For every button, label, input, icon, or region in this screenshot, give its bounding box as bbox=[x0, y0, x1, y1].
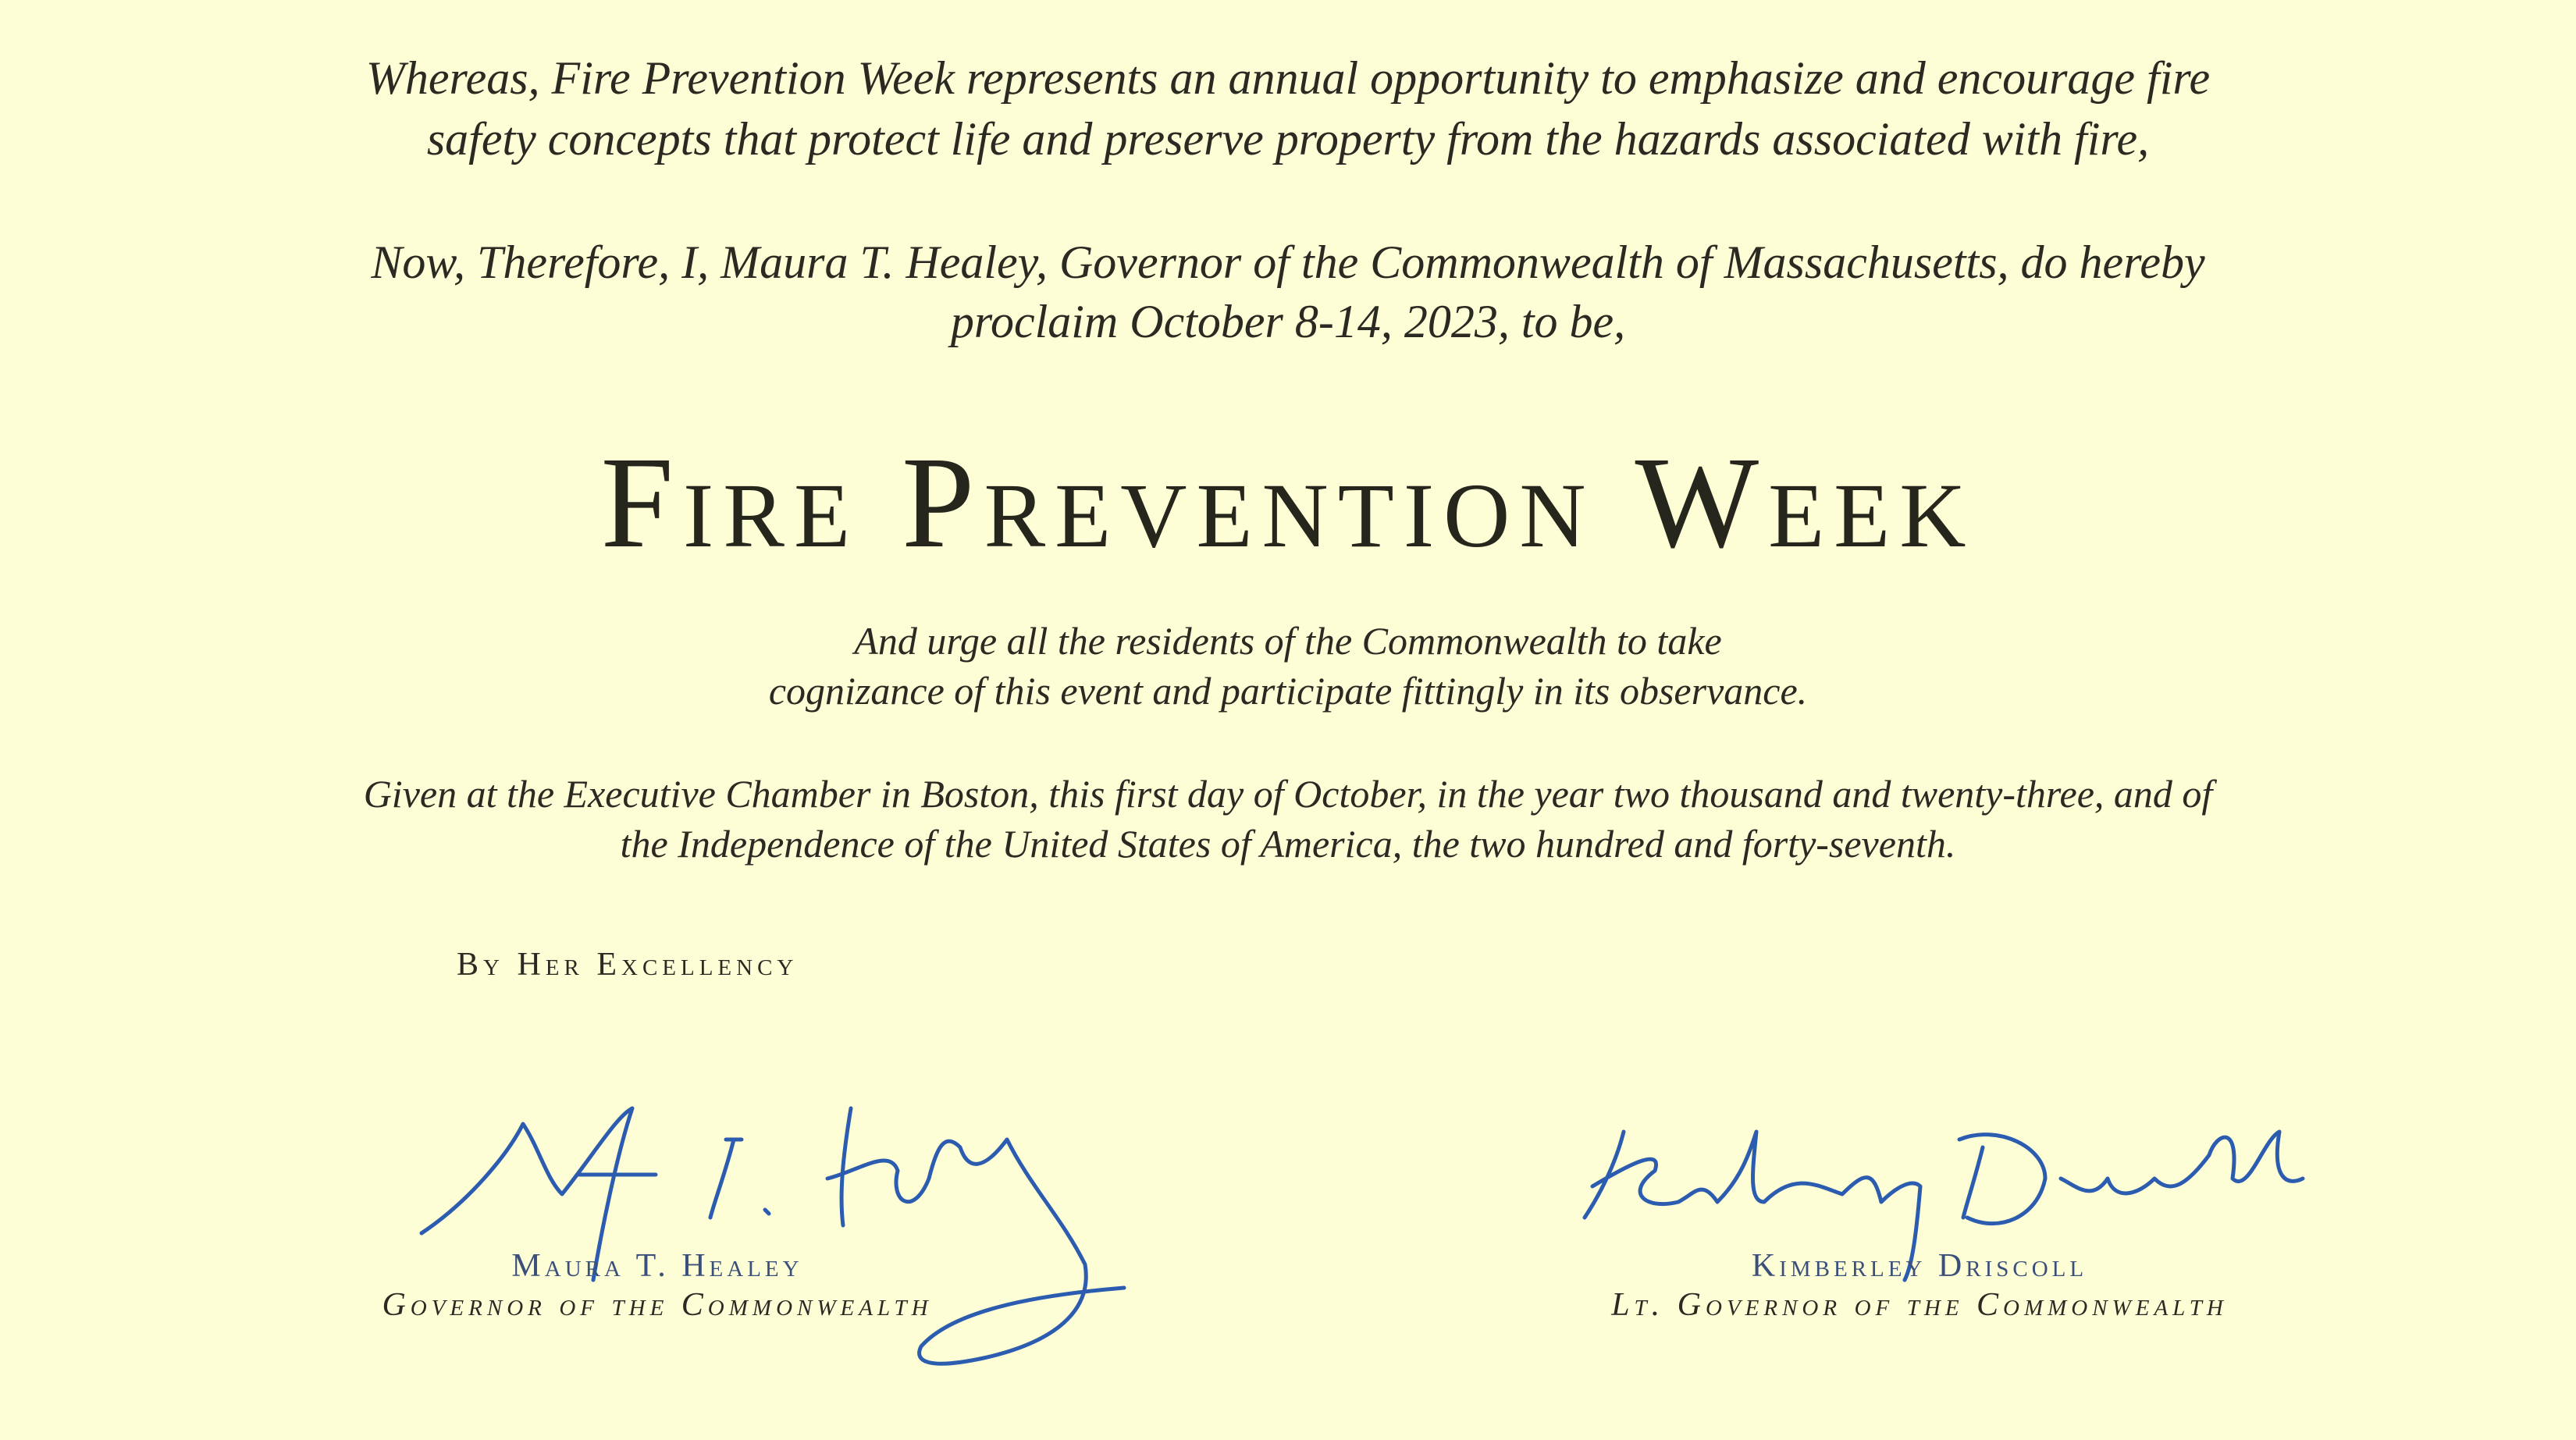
lt-governor-title: Lt. Governor of the Commonwealth bbox=[1611, 1287, 2228, 1323]
urge-line-2: cognizance of this event and participate fittingly in its observance. bbox=[768, 669, 1808, 713]
whereas-line-1: Whereas, Fire Prevention Week represents an annual opportunity to emphasize and encourage fire bbox=[365, 52, 2211, 104]
now-therefore-line-1: Now, Therefore, I, Maura T. Healey, Governor of the Commonwealth of Massachusetts, do hereby bbox=[371, 236, 2205, 288]
whereas-line-2: safety concepts that protect life and preserve property from the hazards associated with fire, bbox=[426, 113, 2150, 165]
by-her-excellency: By Her Excellency bbox=[457, 947, 799, 983]
lt-governor-name: Kimberley Driscoll bbox=[1751, 1248, 2088, 1284]
governor-title: Governor of the Commonwealth bbox=[382, 1287, 933, 1323]
given-line-1: Given at the Executive Chamber in Boston, this first day of October, in the year two thousand and twenty-three, and of bbox=[363, 772, 2213, 816]
proclamation-title: Fire Prevention Week bbox=[600, 430, 1976, 575]
now-therefore-line-2: proclaim October 8-14, 2023, to be, bbox=[950, 296, 1626, 347]
healey-signature bbox=[422, 1108, 1124, 1364]
governor-name: Maura T. Healey bbox=[511, 1248, 803, 1284]
given-line-2: the Independence of the United States of America, the two hundred and forty-seventh. bbox=[620, 822, 1956, 866]
urge-line-1: And urge all the residents of the Commonwealth to take bbox=[854, 619, 1722, 663]
